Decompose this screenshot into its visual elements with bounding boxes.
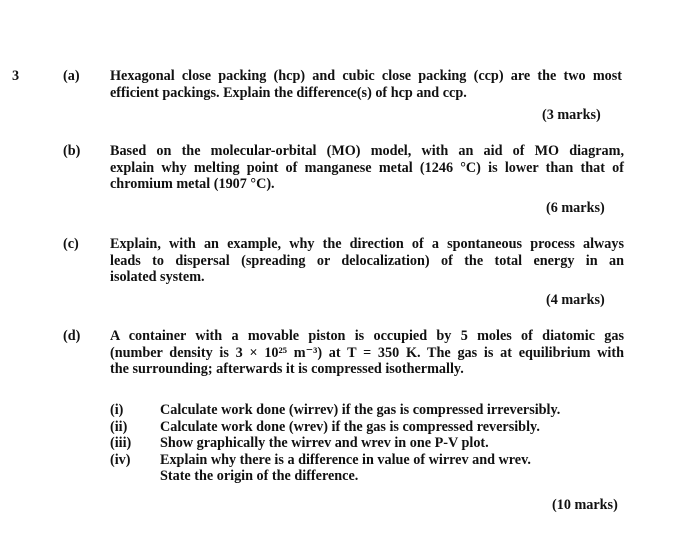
part-b-label: (b)	[63, 143, 81, 159]
part-d-line-2: (number density is 3 × 10²⁵ m⁻³) at T = 350 K. The gas is at equilibrium with	[110, 344, 624, 361]
subquestion-iii	[110, 435, 610, 452]
part-c-label: (c)	[63, 236, 79, 252]
part-b-marks: (6 marks)	[546, 200, 605, 216]
part-d-line-3: the surrounding; afterwards it is compressed isothermally.	[110, 361, 464, 377]
part-b-line-2: explain why melting point of manganese metal (1246 °C) is lower than that of	[110, 159, 624, 176]
subquestion-i	[110, 402, 610, 419]
part-c-line-3: isolated system.	[110, 269, 205, 285]
subquestion-ii	[110, 419, 610, 436]
subquestion-text: Calculate work done (wrev) if the gas is compressed reversibly.	[160, 418, 540, 435]
part-b-text	[110, 143, 624, 193]
part-c-text	[110, 236, 624, 286]
part-d-text	[110, 328, 624, 378]
part-b-line-3: chromium metal (1907 °C).	[110, 176, 275, 192]
part-c-marks: (4 marks)	[546, 292, 605, 308]
part-a-text	[110, 68, 622, 101]
subquestion-number: (i)	[110, 402, 124, 418]
part-a-marks: (3 marks)	[542, 107, 601, 123]
subquestion-number: (iii)	[110, 435, 132, 451]
subquestion-text: Calculate work done (wirrev) if the gas is compressed irreversibly.	[160, 402, 561, 418]
part-d-line-1: A container with a movable piston is occupied by 5 moles of diatomic gas	[110, 328, 624, 344]
part-a-line-1: Hexagonal close packing (hcp) and cubic close packing (ccp) are the two most	[110, 68, 622, 84]
part-b-line-1: Based on the molecular-orbital (MO) model, with an aid of MO diagram,	[110, 143, 624, 159]
part-d-subquestions	[110, 402, 610, 485]
part-a-line-2: efficient packings. Explain the difference(s) of hcp and ccp.	[110, 84, 467, 101]
part-c-line-2: leads to dispersal (spreading or delocalization) of the total energy in an	[110, 252, 624, 269]
subquestion-number: (ii)	[110, 418, 128, 435]
subquestion-text: Explain why there is a difference in value of wirrev and wrev.	[160, 451, 531, 468]
question-number: 3	[12, 68, 20, 84]
part-d-label: (d)	[63, 328, 81, 344]
subquestion-text: Show graphically the wirrev and wrev in one P-V plot.	[160, 435, 489, 451]
part-a-label: (a)	[63, 68, 80, 84]
subquestion-number: (iv)	[110, 451, 131, 468]
subquestion-iv	[110, 452, 610, 469]
part-c-line-1: Explain, with an example, why the direction of a spontaneous process always	[110, 236, 624, 252]
subquestion-iv-continued	[110, 468, 610, 485]
subquestion-text: State the origin of the difference.	[160, 468, 359, 484]
part-d-marks: (10 marks)	[552, 497, 618, 513]
